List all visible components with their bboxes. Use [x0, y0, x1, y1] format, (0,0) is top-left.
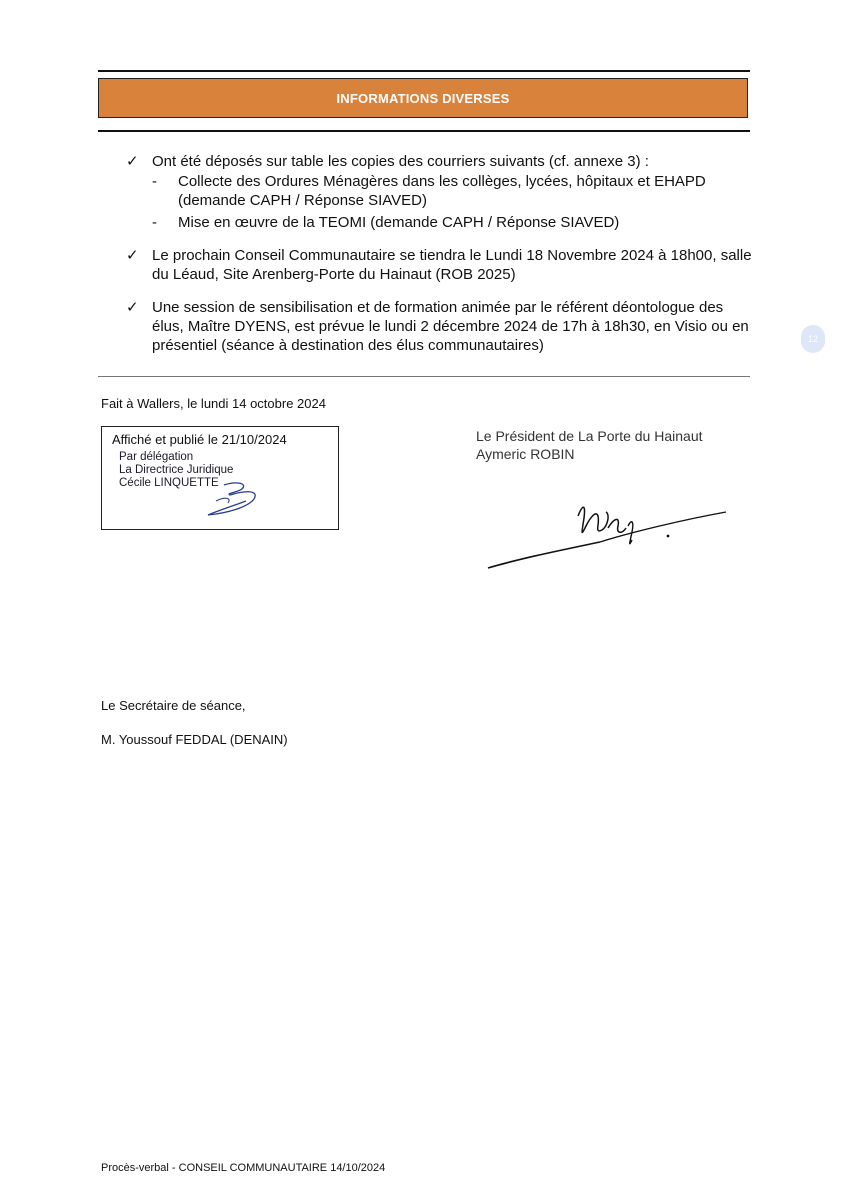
section-banner [98, 78, 748, 118]
president-name: Aymeric ROBIN [476, 446, 575, 462]
publication-stamp [101, 426, 339, 530]
stamp-delegation: Par délégation [119, 451, 194, 463]
checkmark-icon: ✓ [126, 247, 139, 264]
stamp-signatory: Cécile LINQUETTE [119, 477, 219, 489]
info-list [126, 152, 756, 369]
list-item-text: Ont été déposés sur table les copies des courriers suivants (cf. annexe 3) : [152, 153, 649, 170]
list-item-text: Le prochain Conseil Communautaire se tiendra le Lundi 18 Novembre 2024 à 18h00, salle du Léaud, Site Arenberg-Porte du Hainaut (ROB 2025) [152, 247, 752, 283]
page-number-badge: 12 [801, 325, 825, 353]
section-title: INFORMATIONS DIVERSES [336, 90, 510, 106]
checkmark-icon: ✓ [126, 299, 139, 316]
dash-bullet: - [152, 214, 157, 231]
president-signature-icon [482, 488, 732, 578]
sub-item-text: Mise en œuvre de la TEOMI (demande CAPH / Réponse SIAVED) [178, 214, 620, 231]
sub-item [152, 213, 756, 232]
stamp-role: La Directrice Juridique [119, 464, 234, 476]
list-item [126, 298, 756, 355]
banner-bottom-rule [98, 130, 750, 132]
list-item [126, 246, 756, 284]
stamp-signature-icon [202, 479, 262, 519]
sub-item [152, 172, 756, 210]
top-rule [98, 70, 750, 72]
place-date: Fait à Wallers, le lundi 14 octobre 2024 [101, 396, 326, 411]
president-title: Le Président de La Porte du Hainaut [476, 428, 703, 444]
separator-line [98, 376, 750, 377]
checkmark-icon: ✓ [126, 153, 139, 170]
list-item [126, 152, 756, 232]
dash-bullet: - [152, 173, 157, 190]
secretary-name: M. Youssouf FEDDAL (DENAIN) [101, 732, 288, 747]
sub-item-text: Collecte des Ordures Ménagères dans les collèges, lycées, hôpitaux et EHAPD (demande CAPH / Réponse SIAVED) [178, 173, 706, 209]
secretary-label: Le Secrétaire de séance, [101, 698, 246, 713]
list-item-text: Une session de sensibilisation et de formation animée par le référent déontologue des élus, Maître DYENS, est prévue le lundi 2 décembre 2024 de 17h à 18h30, en Visio ou en présentiel (séance à destination des élus communautaires) [152, 299, 749, 354]
stamp-title: Affiché et publié le 21/10/2024 [112, 432, 287, 447]
page-footer: Procès-verbal - CONSEIL COMMUNAUTAIRE 14/10/2024 [101, 1162, 386, 1174]
